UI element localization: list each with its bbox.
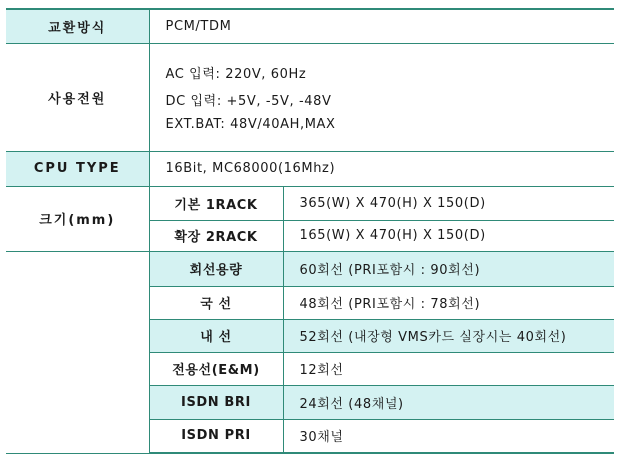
- label-capacity-blank: [6, 251, 149, 453]
- label-size: 크기(mm): [6, 186, 149, 251]
- value-leased-lines: 12회선: [283, 352, 614, 385]
- value-line-capacity: 60회선 (PRI포함시 : 90회선): [283, 251, 614, 286]
- label-cpu: CPU TYPE: [6, 151, 149, 186]
- row-power: [6, 43, 614, 151]
- power-battery-line: EXT.BAT: 48V/40AH,MAX: [165, 116, 336, 132]
- value-isdn-pri: 30채널: [283, 419, 614, 453]
- spec-table-container: [6, 8, 614, 454]
- value-extension-lines: 52회선 (내장형 VMS카드 실장시는 40회선): [283, 319, 614, 352]
- value-size-expansion: 165(W) X 470(H) X 150(D): [283, 220, 614, 251]
- value-exchange-method: PCM/TDM: [149, 9, 614, 43]
- power-ac-line: AC 입력: 220V, 60Hz: [165, 66, 307, 82]
- power-dc-line: DC 입력: +5V, -5V, -48V: [165, 93, 332, 109]
- sub-size-expansion: 확장 2RACK: [149, 220, 283, 251]
- value-isdn-bri: 24회선 (48채널): [283, 385, 614, 419]
- value-cpu: 16Bit, MC68000(16Mhz): [149, 151, 614, 186]
- sub-isdn-bri: ISDN BRI: [149, 385, 283, 419]
- row-line-capacity: [6, 251, 614, 286]
- sub-extension-lines: 내 선: [149, 319, 283, 352]
- sub-size-basic: 기본 1RACK: [149, 186, 283, 220]
- spec-table: [6, 8, 614, 454]
- sub-isdn-pri: ISDN PRI: [149, 419, 283, 453]
- sub-line-capacity: 회선용량: [149, 251, 283, 286]
- label-power: 사용전원: [6, 43, 149, 151]
- label-exchange-method: 교환방식: [6, 9, 149, 43]
- row-size-basic: [6, 186, 614, 220]
- row-exchange-method: [6, 9, 614, 43]
- value-trunk-lines: 48회선 (PRI포함시 : 78회선): [283, 286, 614, 319]
- sub-trunk-lines: 국 선: [149, 286, 283, 319]
- value-power: [149, 43, 614, 151]
- sub-leased-lines: 전용선(E&M): [149, 352, 283, 385]
- value-size-basic: 365(W) X 470(H) X 150(D): [283, 186, 614, 220]
- row-cpu: [6, 151, 614, 186]
